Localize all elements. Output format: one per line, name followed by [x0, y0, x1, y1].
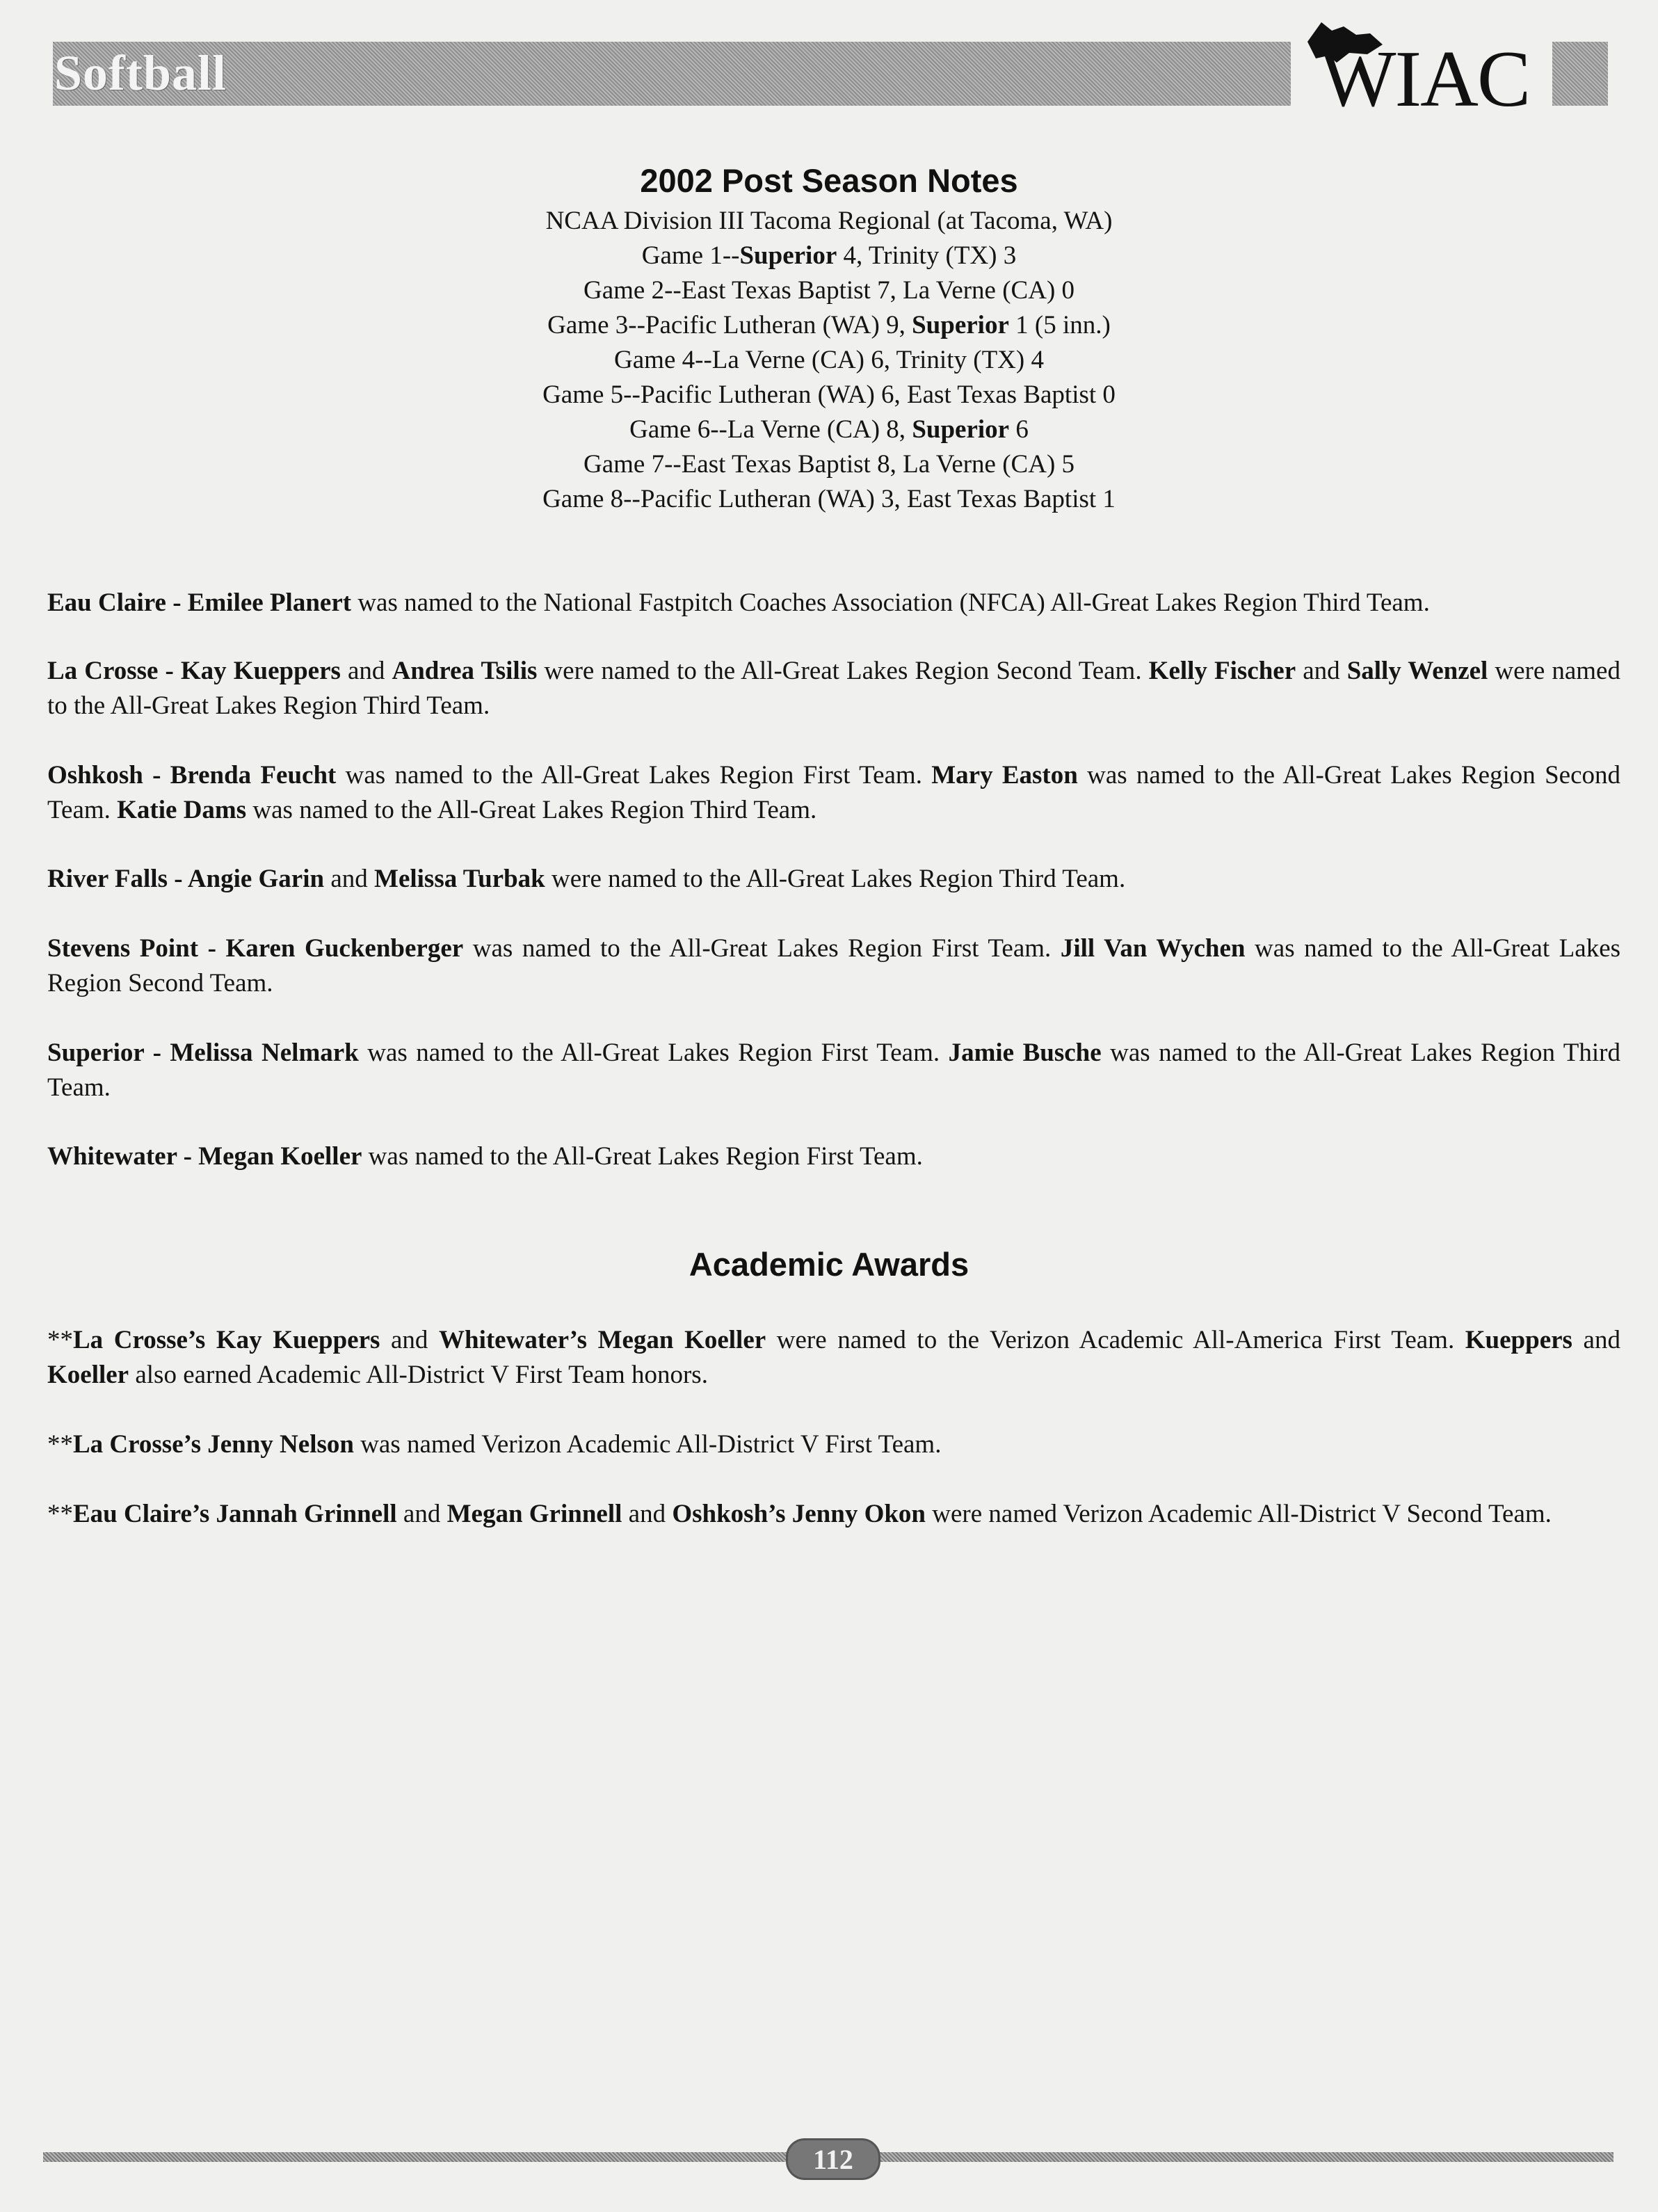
team-note-3: Oshkosh - Brenda Feucht was named to the All-Great Lakes Region First Team. Mary Easton was named to the All-Great Lakes Region Second Team. Katie Dams was named to the All-Great Lakes Region Third Team.: [47, 761, 1620, 824]
team-note-5: Stevens Point - Karen Guckenberger was named to the All-Great Lakes Region First Team. Jill Van Wychen was named to the All-Great Lakes Region Second Team.: [47, 934, 1621, 997]
team-note-4: River Falls - Angie Garin and Melissa Turbak were named to the All-Great Lakes Region Third Team.: [47, 865, 1126, 893]
header-end-block: [1552, 42, 1608, 106]
team-note-2: La Crosse - Kay Kueppers and Andrea Tsilis were named to the All-Great Lakes Region Second Team. Kelly Fischer and Sally Wenzel were named to the All-Great Lakes Region Third Team.: [47, 657, 1620, 720]
page-number: 112: [786, 2138, 880, 2180]
academic-awards-title: Academic Awards: [689, 1246, 969, 1283]
game-result-5: Game 5--Pacific Lutheran (WA) 6, East Texas Baptist 0: [542, 380, 1116, 409]
regional-subtitle: NCAA Division III Tacoma Regional (at Tacoma, WA): [545, 207, 1113, 235]
game-result-7: Game 7--East Texas Baptist 8, La Verne (CA) 5: [583, 450, 1075, 479]
game-result-6: Game 6--La Verne (CA) 8, Superior 6: [629, 415, 1029, 444]
team-note-6: Superior - Melissa Nelmark was named to the All-Great Lakes Region First Team. Jamie Busche was named to the All-Great Lakes Region Third Team.: [47, 1039, 1620, 1102]
game-result-4: Game 4--La Verne (CA) 6, Trinity (TX) 4: [614, 346, 1044, 374]
academic-note-2: **La Crosse’s Jenny Nelson was named Verizon Academic All-District V First Team.: [47, 1430, 942, 1459]
academic-note-3: **Eau Claire’s Jannah Grinnell and Megan Grinnell and Oshkosh’s Jenny Okon were named Verizon Academic All-District V Second Team.: [47, 1500, 1552, 1528]
game-result-1: Game 1--Superior 4, Trinity (TX) 3: [641, 241, 1017, 270]
game-result-8: Game 8--Pacific Lutheran (WA) 3, East Texas Baptist 1: [542, 485, 1116, 513]
academic-note-1: **La Crosse’s Kay Kueppers and Whitewater’s Megan Koeller were named to the Verizon Academic All-America First Team. Kueppers and Koeller also earned Academic All-District V First Team honors.: [47, 1326, 1620, 1389]
game-result-3: Game 3--Pacific Lutheran (WA) 9, Superior 1 (5 inn.): [547, 311, 1111, 339]
game-result-2: Game 2--East Texas Baptist 7, La Verne (CA) 0: [583, 276, 1075, 305]
post-season-title: 2002 Post Season Notes: [640, 162, 1018, 199]
team-note-1: Eau Claire - Emilee Planert was named to the National Fastpitch Coaches Association (NFCA) All-Great Lakes Region Third Team.: [47, 588, 1430, 617]
header-bar: [53, 42, 1291, 106]
games-list: [0, 204, 1658, 517]
wiac-logo-text: WIAC: [1320, 35, 1530, 124]
section-header-title: Softball: [54, 45, 227, 101]
team-note-7: Whitewater - Megan Koeller was named to the All-Great Lakes Region First Team.: [47, 1142, 923, 1171]
